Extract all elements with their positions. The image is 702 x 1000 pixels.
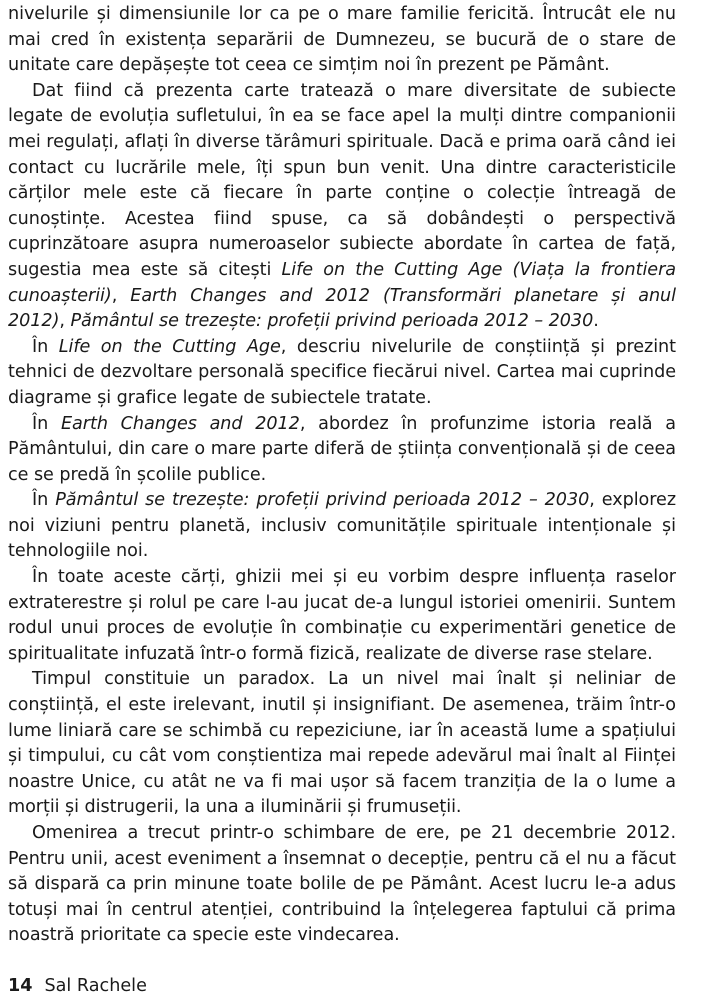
paragraph	[8, 565, 676, 667]
paragraph-text: În	[32, 490, 56, 511]
paragraph	[8, 667, 676, 821]
paragraph-text: , explorez noi viziuni pentru planetă, inclusiv comunitățile spirituale intenționale și tehnologiile noi.	[8, 490, 677, 562]
paragraph	[8, 2, 676, 79]
paragraph-text: .	[593, 311, 599, 332]
paragraph-text: În toate aceste cărți, ghizii mei și eu vorbim despre influența raselor extraterestre și rolul pe care l-au jucat de-a lungul istoriei omenirii. Suntem rodul unui proces de evoluție în combinație cu experimentări genetice de spiritualitate infuzată într-o formă fizică, realizate de diverse rase stelare.	[8, 567, 676, 664]
italic-title-text: Earth Changes and 2012	[60, 413, 300, 434]
paragraph-text: , abordez în profunzime istoria reală a Pământului, din care o mare parte diferă de știința convențională și de ceea ce se predă în școlile publice.	[8, 413, 676, 485]
paragraph-text: ,	[59, 311, 71, 332]
paragraph-text: În	[32, 413, 61, 434]
italic-title-text: Pământul se trezește: profeții privind perioada 2012 – 2030	[70, 311, 594, 332]
paragraph-text: Timpul constituie un paradox. La un nivel mai înalt și neliniar de conștiință, el este irelevant, inutil și insignifiant. De asemenea, trăim într-o lume liniară care se schimbă cu repeziciune, iar în această lume a spațiului și timpului, cu cât vom conștientiza mai repede adevărul mai înalt al Ființei noastre Unice, cu atât ne va fi mai ușor să facem tranziția de la o lume a morții și distrugerii, la una a iluminării și frumuseții.	[8, 669, 676, 818]
paragraph-text: nivelurile și dimensiunile lor ca pe o mare familie fericită. Întrucât ele nu mai cred în existența separării de Dumnezeu, se bucură de o stare de unitate care depășește tot ceea ce simțim noi în prezent pe Pământ.	[8, 4, 676, 76]
italic-title-text: Earth Changes and 2012 (Transformări planetare și anul 2012)	[8, 285, 676, 332]
paragraph-text: Omenirea a trecut printr-o schimbare de ere, pe 21 decembrie 2012. Pentru unii, acest eveniment a însemnat o decepție, pentru că el nu a făcut să dispară ca prin minune toate bolile de pe Pământ. Acest lucru le-a adus totuși mai în centrul atenției, contribuind la înțelegerea faptului că prima noastră prioritate ca specie este vindecarea.	[8, 823, 676, 946]
page-body	[8, 2, 676, 949]
paragraph-text: ,	[111, 285, 131, 306]
paragraph	[8, 79, 676, 335]
italic-title-text: Life on the Cutting Age	[58, 336, 281, 357]
italic-title-text: Pământul se trezește: profeții privind perioada 2012 – 2030	[55, 490, 590, 511]
paragraph	[8, 488, 676, 565]
paragraph-text: Dat fiind că prezenta carte tratează o mare diversitate de subiecte legate de evoluția sufletului, în ea se face apel la mulți dintre companionii mei regulați, aflați în diverse tărâmuri spirituale. Dacă e prima oară când iei contact cu lucrările mele, îți spun bun venit. Una dintre caracteristicile cărților mele este că fiecare în parte conține o colecție întreagă de cunoștințe. Acestea fiind spuse, ca să dobândești o perspectivă cuprinzătoare asupra numeroaselor subiecte abordate în cartea de față, sugestia mea este să citești	[8, 80, 676, 280]
paragraph	[8, 821, 676, 949]
paragraph	[8, 412, 676, 489]
paragraph-text: , descriu nivelurile de conștiință și prezint tehnici de dezvoltare personală specifice fiecărui nivel. Cartea mai cuprinde diagrame și grafice legate de subiectele tratate.	[8, 336, 677, 408]
page-footer	[8, 975, 147, 997]
running-footer-author: Sal Rachele	[44, 976, 147, 996]
italic-title-text: Life on the Cutting Age (Viața la frontiera cunoașterii)	[8, 259, 676, 306]
paragraph	[8, 335, 676, 412]
page-number: 14	[8, 976, 33, 996]
paragraph-text: În	[32, 336, 59, 357]
